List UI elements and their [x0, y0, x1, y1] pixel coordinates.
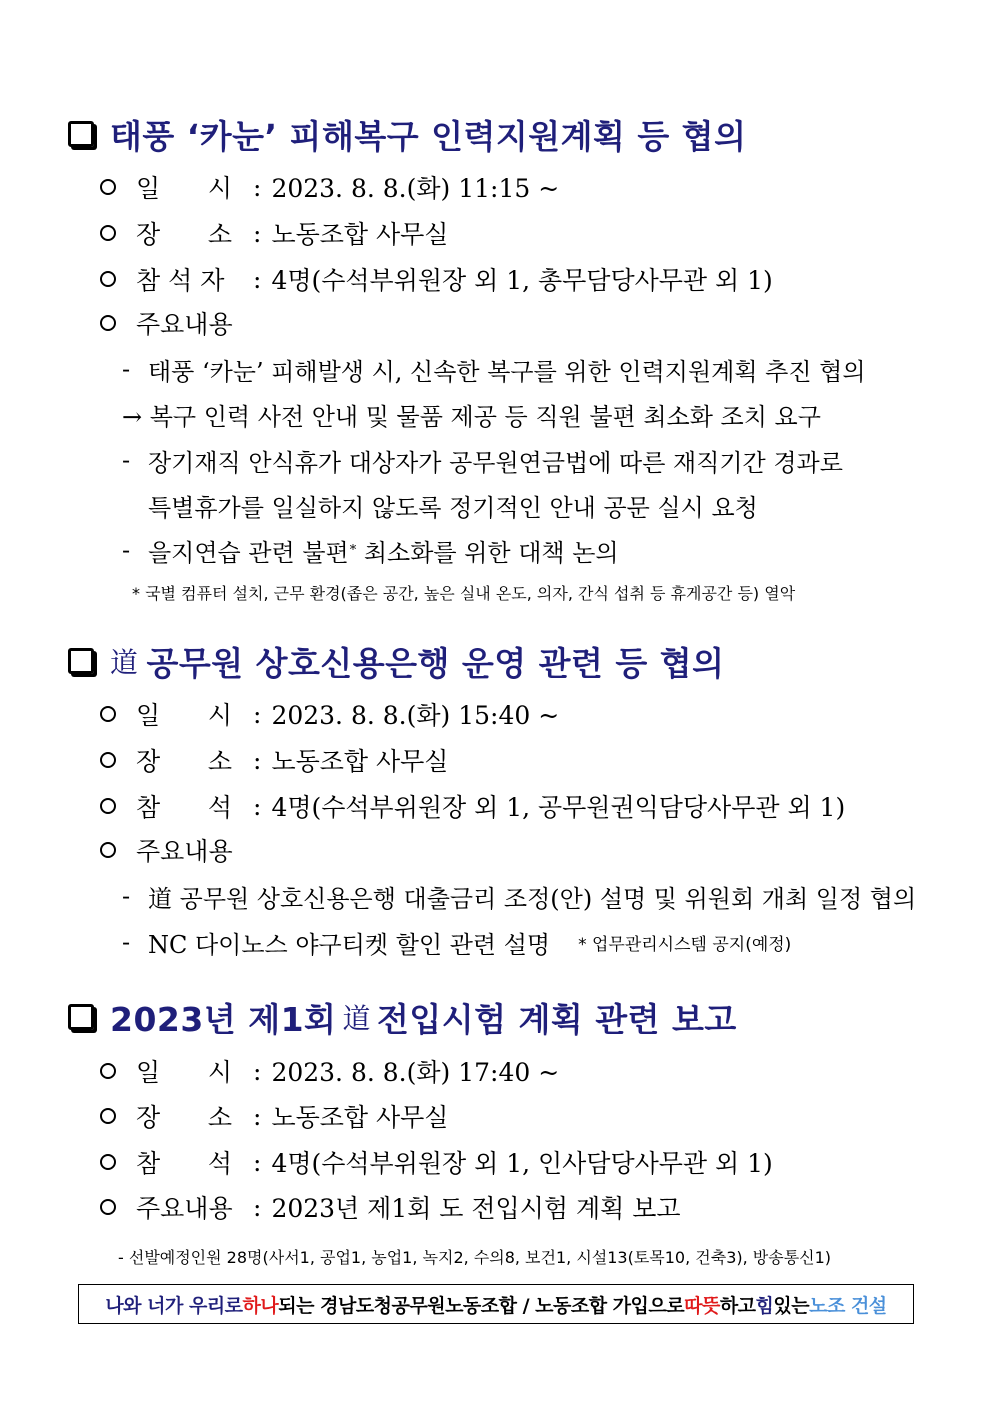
- list-item-continuation: 특별휴가를 일실하지 않도록 정기적인 안내 공문 실시 요청: [148, 493, 758, 522]
- row-label: 참 석: [136, 793, 232, 822]
- footnote: * 국별 컴퓨터 설치, 근무 환경(좁은 공간, 높은 실내 온도, 의자, 간식 섭취 등 휴게공간 등) 열악: [132, 583, 796, 603]
- list-item: → 복구 인력 사전 안내 및 물품 제공 등 직원 불편 최소화 조치 요구: [122, 402, 821, 431]
- row-value: 노동조합 사무실: [271, 1103, 449, 1132]
- row-value: 4명(수석부위원장 외 1, 인사담당사무관 외 1): [271, 1149, 773, 1178]
- circle-bullet-icon: [100, 1199, 116, 1215]
- circle-bullet-icon: [100, 225, 116, 241]
- row-value: 4명(수석부위원장 외 1, 공무원권익담당사무관 외 1): [271, 793, 846, 822]
- section-1-title: [68, 112, 746, 156]
- circle-bullet-icon: [100, 1063, 116, 1079]
- circle-bullet-icon: [100, 842, 116, 858]
- row-label: 참 석: [136, 1149, 232, 1178]
- list-item: - NC 다이노스 야구티켓 할인 관련 설명 * 업무관리시스템 공지(예정): [122, 928, 792, 959]
- list-item: - 道 공무원 상호신용은행 대출금리 조정(안) 설명 및 위원회 개최 일정 협의: [122, 882, 917, 913]
- section-3-row-contents: 주요내용 : 2023년 제1회 도 전입시험 계획 보고: [100, 1190, 681, 1224]
- list-item: - 장기재직 안식휴가 대상자가 공무원연금법에 따른 재직기간 경과로: [122, 446, 843, 477]
- row-label: 일 시: [136, 701, 232, 730]
- section-3-row-place: 장 소 : 노동조합 사무실: [100, 1099, 448, 1133]
- circle-bullet-icon: [100, 706, 116, 722]
- row-value: 2023. 8. 8.(화) 17:40 ~: [271, 1058, 560, 1087]
- section-2-row-attendees: 참 석 : 4명(수석부위원장 외 1, 공무원권익담당사무관 외 1): [100, 789, 845, 823]
- row-value: 노동조합 사무실: [271, 220, 449, 249]
- section-3-row-date: 일 시 : 2023. 8. 8.(화) 17:40 ~: [100, 1054, 559, 1088]
- slogan-banner: 나와 너가 우리로 하나 되는 경남도청공무원노동조합 / 노동조합 가입으로 따뜻 하고 힘 있는 노조 건설: [78, 1284, 914, 1324]
- section-1-row-attendees: 참 석 자 : 4명(수석부위원장 외 1, 총무담당사무관 외 1): [100, 262, 773, 296]
- circle-bullet-icon: [100, 1154, 116, 1170]
- section-1-row-place: 장 소 : 노동조합 사무실: [100, 216, 448, 250]
- checkbox-square-icon: [68, 121, 94, 147]
- row-label: 주요내용: [136, 837, 233, 866]
- section-2-title-prefix: 道: [110, 646, 139, 679]
- section-1-row-contents: [100, 306, 233, 340]
- inline-footnote: * 업무관리시스템 공지(예정): [578, 934, 792, 955]
- checkbox-square-icon: [68, 648, 94, 674]
- section-1-row-date: 일 시 : 2023. 8. 8.(화) 11:15 ~: [100, 170, 559, 204]
- section-2-row-date: 일 시 : 2023. 8. 8.(화) 15:40 ~: [100, 697, 559, 731]
- circle-bullet-icon: [100, 271, 116, 287]
- row-value: 2023. 8. 8.(화) 11:15 ~: [271, 174, 560, 203]
- row-value: 2023. 8. 8.(화) 15:40 ~: [271, 701, 560, 730]
- row-value: 4명(수석부위원장 외 1, 총무담당사무관 외 1): [271, 266, 773, 295]
- row-value: 2023년 제1회 도 전입시험 계획 보고: [271, 1194, 681, 1223]
- list-item: - 태풍 ‘카눈’ 피해발생 시, 신속한 복구를 위한 인력지원계획 추진 협의: [122, 355, 866, 386]
- row-label: 일 시: [136, 174, 232, 203]
- list-item: - 을지연습 관련 불편 * 최소화를 위한 대책 논의: [122, 536, 619, 567]
- section-3-row-attendees: 참 석 : 4명(수석부위원장 외 1, 인사담당사무관 외 1): [100, 1145, 773, 1179]
- circle-bullet-icon: [100, 752, 116, 768]
- row-label: 주요내용: [136, 1194, 233, 1223]
- section-2-title: [68, 639, 725, 683]
- row-label: 장 소: [136, 747, 232, 776]
- circle-bullet-icon: [100, 798, 116, 814]
- section-2-row-place: 장 소 : 노동조합 사무실: [100, 743, 448, 777]
- section-1-title-text: 태풍 ‘카눈’ 피해복구 인력지원계획 등 협의: [110, 116, 747, 156]
- row-label: 일 시: [136, 1058, 232, 1087]
- section-2-row-contents: [100, 833, 233, 867]
- circle-bullet-icon: [100, 315, 116, 331]
- row-label: 장 소: [136, 220, 232, 249]
- row-label: 주요내용: [136, 310, 233, 339]
- row-label: 장 소: [136, 1103, 232, 1132]
- section-2-title-text: 공무원 상호신용은행 운영 관련 등 협의: [146, 643, 725, 683]
- checkbox-square-icon: [68, 1004, 94, 1030]
- section-3-title: 2023년 제1회 道 전입시험 계획 관련 보고: [68, 995, 737, 1039]
- row-value: 노동조합 사무실: [271, 747, 449, 776]
- footnote: - 선발예정인원 28명(사서1, 공업1, 농업1, 녹지2, 수의8, 보건1, 시설13(토목10, 건축3), 방송통신1): [118, 1247, 832, 1267]
- circle-bullet-icon: [100, 179, 116, 195]
- row-label: 참 석 자: [136, 266, 225, 295]
- circle-bullet-icon: [100, 1108, 116, 1124]
